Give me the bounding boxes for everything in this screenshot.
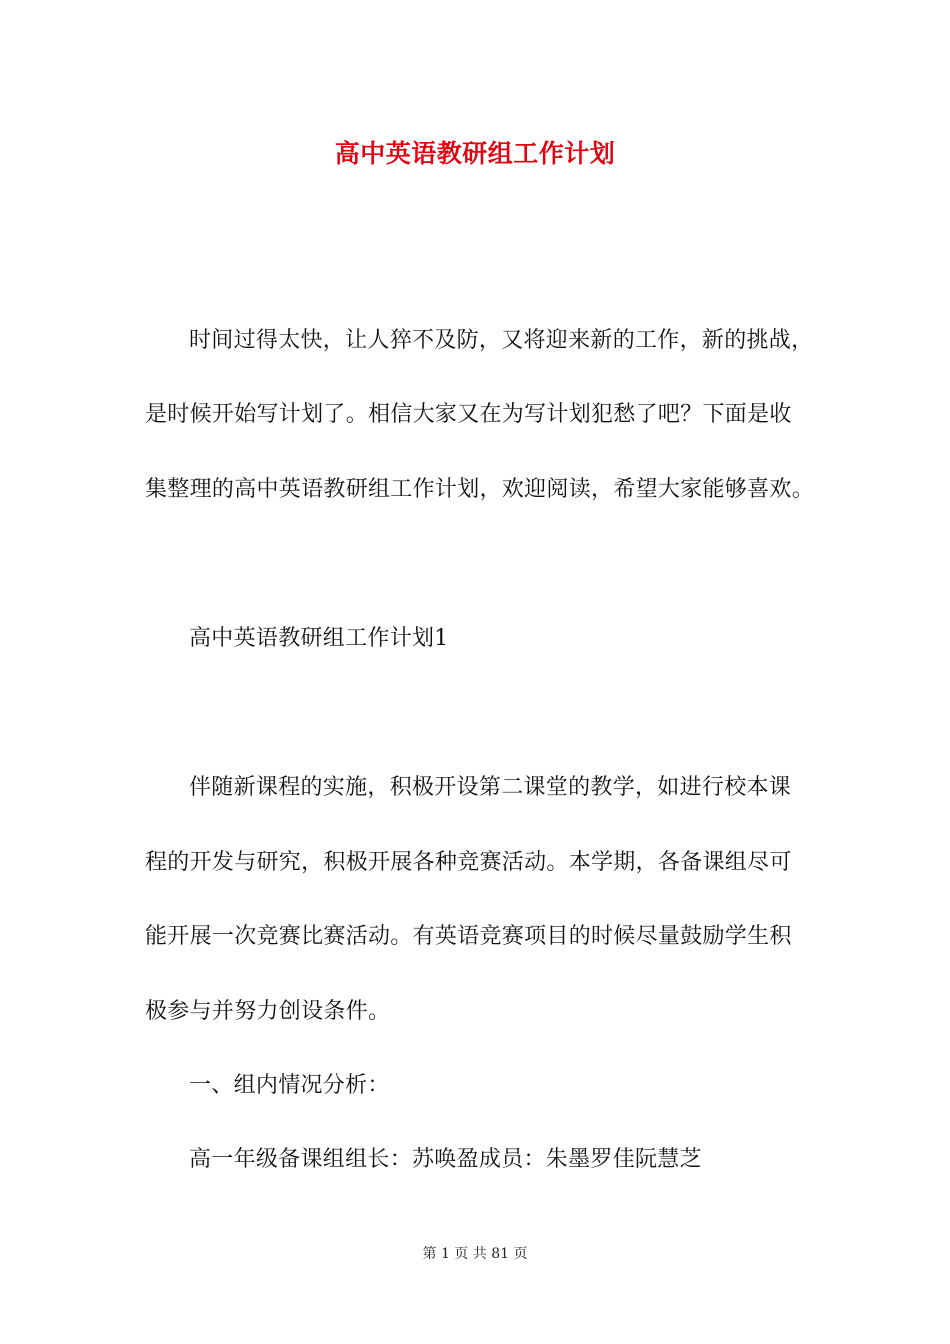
document-title: 高中英语教研组工作计划 (334, 139, 616, 168)
body-line-4: 极参与并努力创设条件。 (145, 999, 391, 1024)
section-heading: 高中英语教研组工作计划1 (189, 626, 449, 651)
page-footer: 第 1 页 共 81 页 (422, 1246, 528, 1262)
subsection-heading: 一、组内情况分析： (189, 1073, 390, 1098)
body-line-2: 程的开发与研究，积极开展各种竞赛活动。本学期，各备课组尽可 (145, 850, 792, 875)
body-line-1: 伴随新课程的实施，积极开设第二课堂的教学，如进行校本课 (189, 775, 792, 800)
intro-line-2: 是时候开始写计划了。相信大家又在为写计划犯愁了吧？下面是收 (145, 402, 792, 427)
intro-line-1: 时间过得太快，让人猝不及防，又将迎来新的工作，新的挑战， (189, 328, 814, 353)
group-line: 高一年级备课组组长：苏唤盈成员：朱墨罗佳阮慧芝 (189, 1147, 702, 1172)
intro-line-3: 集整理的高中英语教研组工作计划，欢迎阅读，希望大家能够喜欢。 (145, 477, 815, 502)
body-line-3: 能开展一次竞赛比赛活动。有英语竞赛项目的时候尽量鼓励学生积 (145, 924, 792, 949)
